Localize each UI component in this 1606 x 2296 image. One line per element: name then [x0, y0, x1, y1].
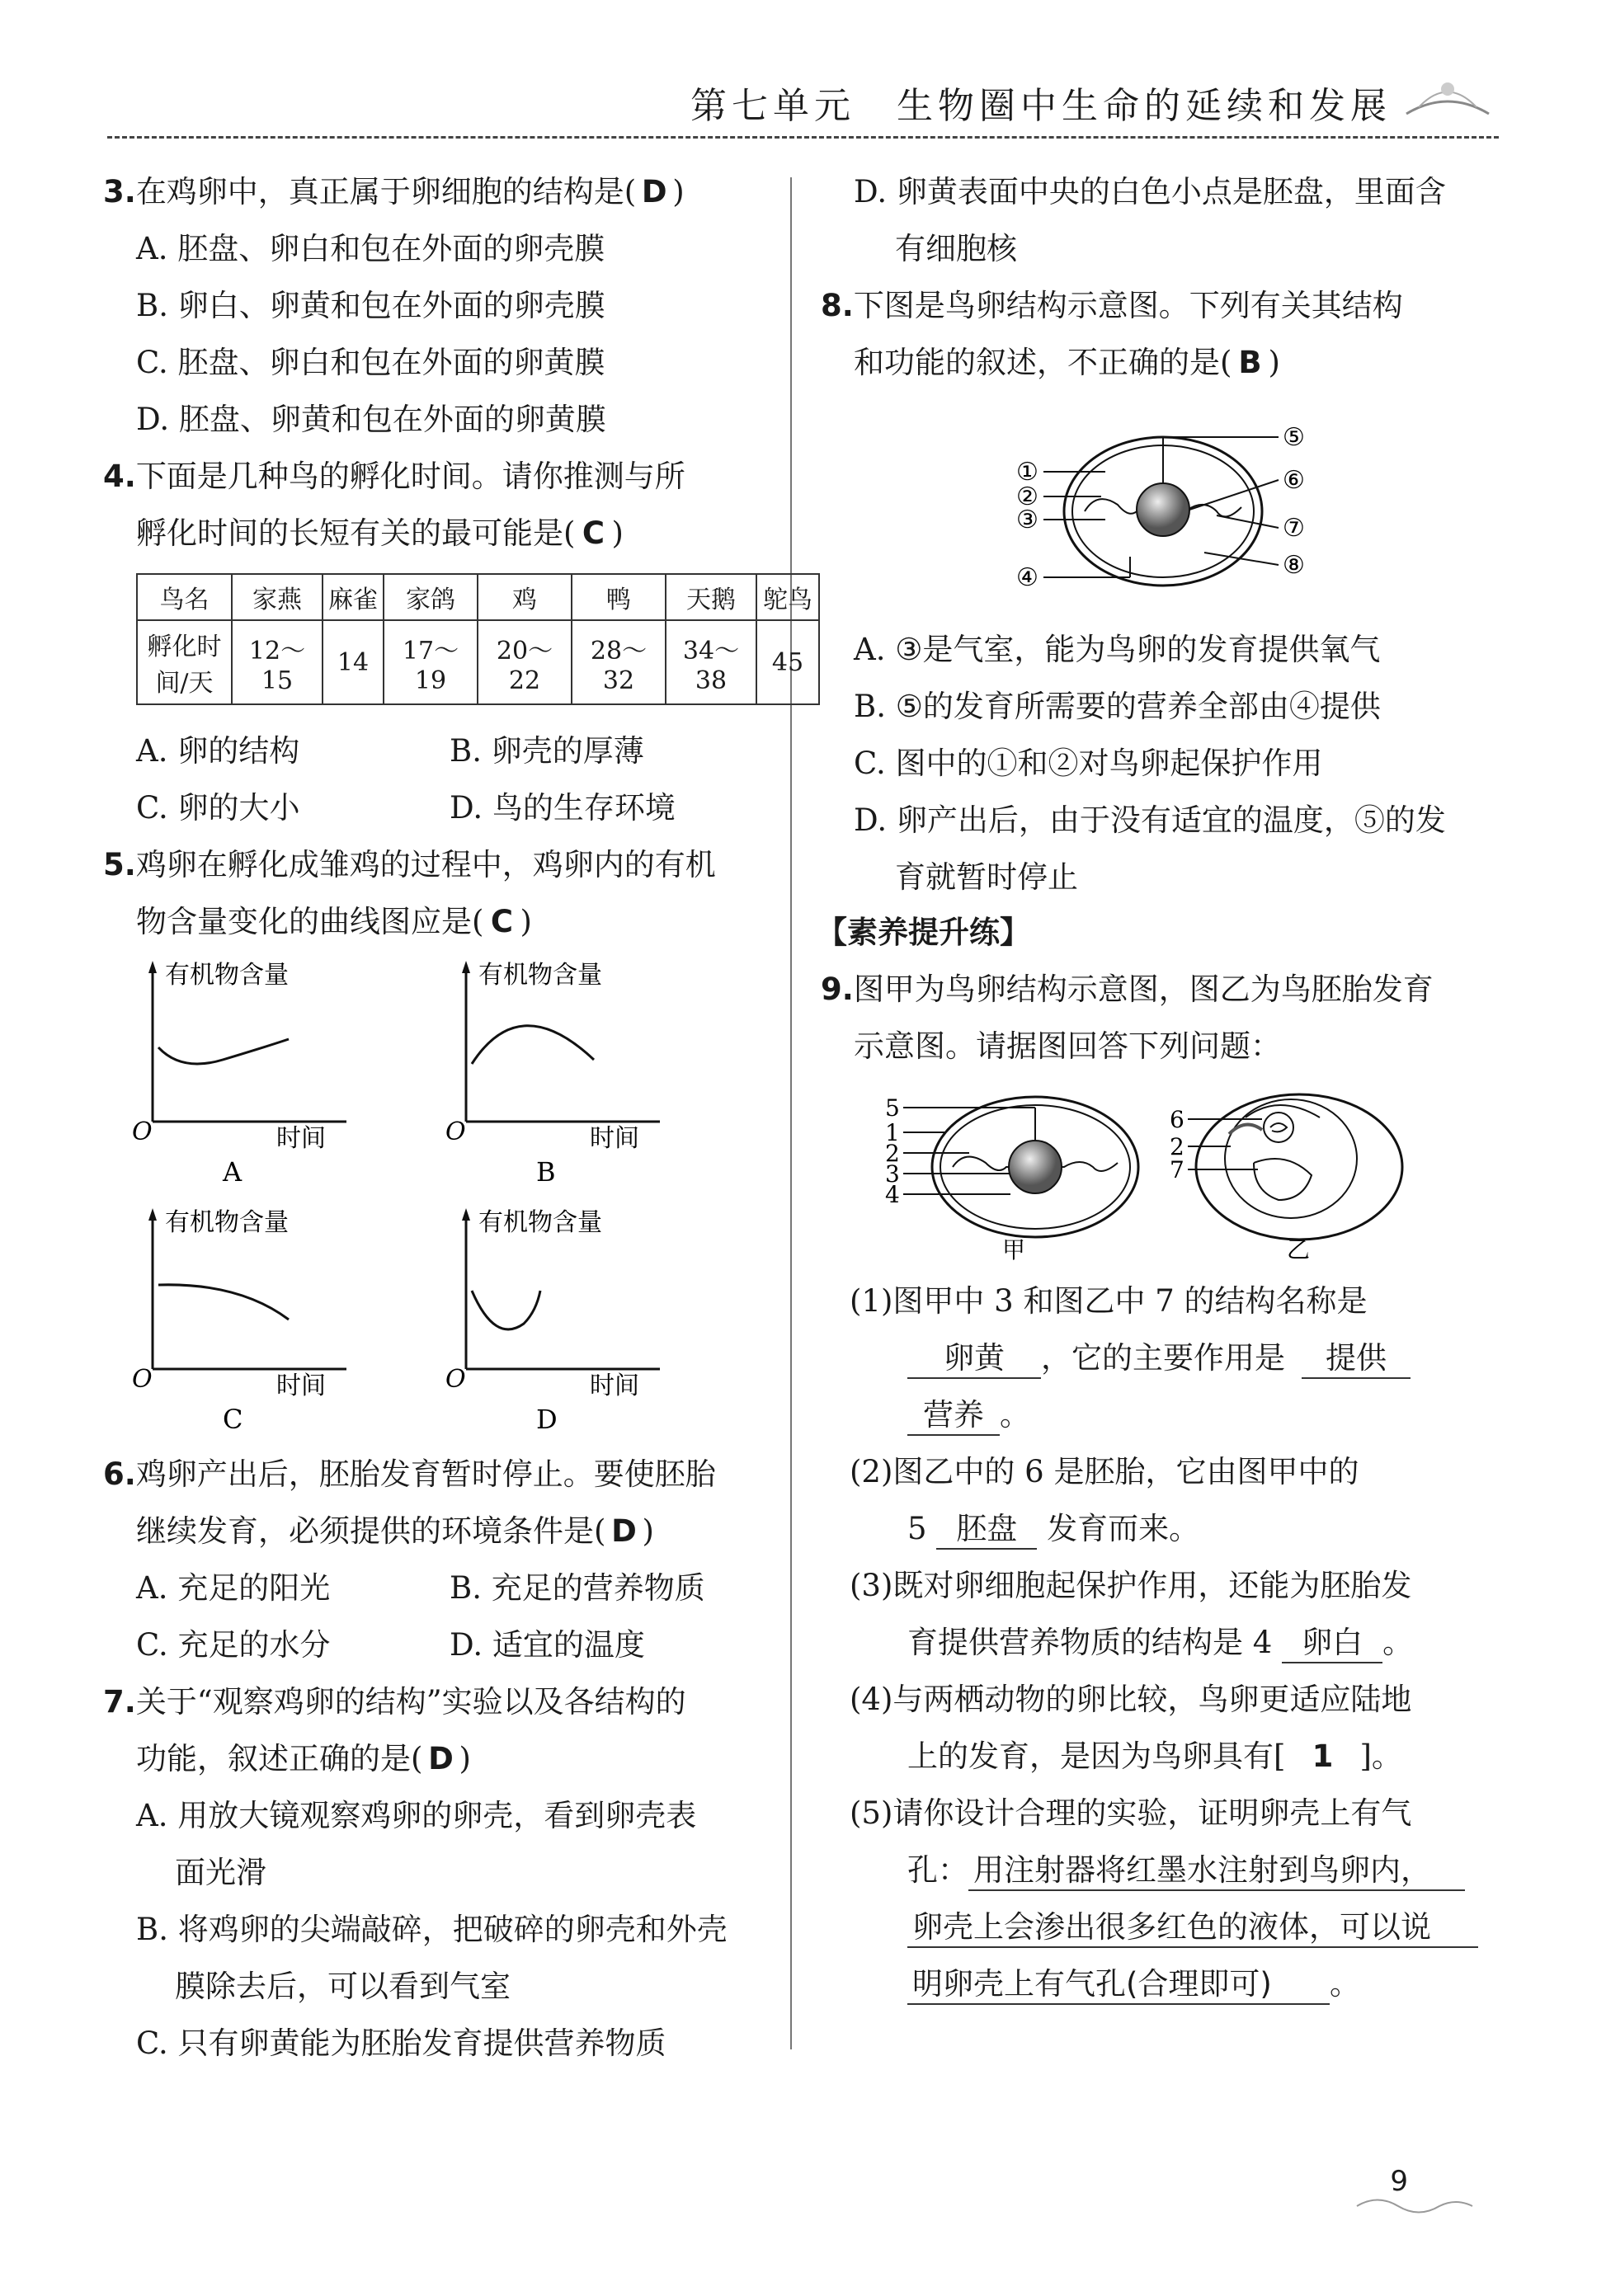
- q9-answer-1b: 提供: [1302, 1339, 1411, 1379]
- q8-option-c: C. 图中的①和②对鸟卵起保护作用: [854, 746, 1323, 781]
- q9-answer-3: 卵白: [1282, 1624, 1382, 1663]
- svg-text:4: 4: [885, 1181, 900, 1208]
- curve-c: [158, 1285, 289, 1320]
- svg-text:C: C: [223, 1404, 243, 1435]
- q3-answer: D: [641, 174, 667, 209]
- q9-stem-2: 示意图。请据图回答下列问题：: [854, 1028, 1281, 1064]
- q8-option-a: A. ③是气室，能为鸟卵的发育提供氧气: [854, 632, 1381, 667]
- table-cell: 20～22: [478, 620, 572, 704]
- svg-text:O: O: [445, 1117, 466, 1146]
- q9-answer-1a: 卵黄: [907, 1339, 1041, 1379]
- q9-part5-line4: 明卵壳上有气孔(合理即可) 。: [907, 1965, 1360, 2005]
- q9-answer-5c: 明卵壳上有气孔(合理即可): [907, 1965, 1330, 2005]
- q6-stem-2: 继续发育，必须提供的环境条件是( D ): [136, 1513, 654, 1549]
- q9-answer-4: 1: [1312, 1738, 1334, 1774]
- svg-text:⑦: ⑦: [1283, 514, 1305, 543]
- q6-option-a: A. 充足的阳光: [136, 1570, 331, 1606]
- svg-text:时间: 时间: [276, 1124, 326, 1153]
- table-cell: 17～19: [384, 620, 478, 704]
- table-cell: 14: [323, 620, 384, 704]
- svg-text:3: 3: [885, 1160, 900, 1188]
- table-cell: 34～38: [666, 620, 756, 704]
- table-header-cell: 家燕: [232, 574, 323, 620]
- graph-d: [437, 1204, 676, 1435]
- svg-text:乙: 乙: [1287, 1236, 1311, 1263]
- svg-text:O: O: [132, 1117, 153, 1146]
- curve-b: [472, 1026, 594, 1064]
- svg-text:有机物含量: 有机物含量: [165, 961, 289, 990]
- q6-stem-1: 6.鸡卵产出后，胚胎发育暂时停止。要使胚胎: [103, 1456, 716, 1492]
- svg-text:⑤: ⑤: [1283, 423, 1305, 452]
- table-cell: 28～32: [572, 620, 666, 704]
- q7-answer: D: [428, 1741, 454, 1776]
- embryo-diagram-yi: [1163, 1084, 1427, 1274]
- svg-text:A: A: [223, 1156, 243, 1188]
- q6-option-b: B. 充足的营养物质: [450, 1570, 705, 1606]
- q6-option-c: C. 充足的水分: [136, 1627, 331, 1663]
- table-header-cell: 鸟名: [137, 574, 232, 620]
- svg-text:⑧: ⑧: [1283, 551, 1305, 580]
- svg-text:有机物含量: 有机物含量: [478, 1208, 602, 1237]
- svg-text:O: O: [132, 1365, 153, 1394]
- q9-part4-line2: 上的发育，是因为鸟卵具有[ 1 ]。: [907, 1738, 1402, 1774]
- svg-text:有机物含量: 有机物含量: [478, 961, 602, 990]
- table-header-cell: 鸡: [478, 574, 572, 620]
- q8-stem-2: 和功能的叙述，不正确的是( B ): [854, 345, 1280, 380]
- graph-b: [437, 957, 676, 1188]
- q4-option-c: C. 卵的大小: [136, 790, 300, 826]
- table-header-cell: 麻雀: [323, 574, 384, 620]
- header-divider: [107, 136, 1499, 139]
- q3-stem: 3.在鸡卵中，真正属于卵细胞的结构是( D ): [103, 174, 685, 209]
- q9-answer-1c: 营养: [907, 1396, 1000, 1436]
- q7-option-c: C. 只有卵黄能为胚胎发育提供营养物质: [136, 2025, 666, 2061]
- q7-option-a-1: A. 用放大镜观察鸡卵的卵壳，看到卵壳表: [136, 1798, 697, 1833]
- table-header-cell: 家鸽: [384, 574, 478, 620]
- svg-text:③: ③: [1016, 506, 1038, 534]
- graph-a: [124, 957, 363, 1188]
- q9-part2-line1: (2)图乙中的 6 是胚胎，它由图甲中的: [850, 1454, 1359, 1489]
- q7-stem-2: 功能，叙述正确的是( D ): [136, 1741, 471, 1776]
- q9-stem-1: 9.图甲为鸟卵结构示意图，图乙为鸟胚胎发育: [821, 972, 1434, 1007]
- q9-part5-line1: (5)请你设计合理的实验，证明卵壳上有气: [850, 1795, 1412, 1831]
- q9-answer-2: 胚盘: [936, 1510, 1037, 1550]
- q7-option-d-1: D. 卵黄表面中央的白色小点是胚盘，里面含: [854, 174, 1446, 209]
- svg-text:1: 1: [885, 1119, 900, 1146]
- q3-option-c: C. 胚盘、卵白和包在外面的卵黄膜: [136, 345, 605, 380]
- hatching-time-table: [136, 573, 820, 705]
- svg-text:2: 2: [1170, 1133, 1184, 1160]
- footer-ornament-icon: [1353, 2194, 1476, 2218]
- table-cell: 12～15: [232, 620, 323, 704]
- q7-option-b-1: B. 将鸡卵的尖端敲碎，把破碎的卵壳和外壳: [136, 1912, 728, 1947]
- q4-stem-2: 孵化时间的长短有关的最可能是( C ): [136, 515, 624, 551]
- q7-stem-1: 7.关于“观察鸡卵的结构”实验以及各结构的: [103, 1684, 686, 1720]
- table-header-cell: 鸵鸟: [756, 574, 819, 620]
- q8-stem-1: 8.下图是鸟卵结构示意图。下列有关其结构: [821, 288, 1403, 323]
- q8-answer: B: [1238, 345, 1262, 380]
- column-divider: [790, 177, 792, 2049]
- q9-part5-line3: [907, 1908, 1478, 1948]
- q3-option-b: B. 卵白、卵黄和包在外面的卵壳膜: [136, 288, 605, 323]
- q4-option-d: D. 鸟的生存环境: [450, 790, 676, 826]
- page-number: 9: [1390, 2165, 1408, 2198]
- q3-option-d: D. 胚盘、卵黄和包在外面的卵黄膜: [136, 402, 606, 437]
- table-header-cell: 鸭: [572, 574, 666, 620]
- svg-text:甲: 甲: [1002, 1236, 1026, 1263]
- q4-answer: C: [582, 515, 605, 551]
- egg-diagram-jia: [878, 1084, 1151, 1274]
- q8-option-d-2: 育就暂时停止: [895, 859, 1078, 895]
- q9-part1-line2: 卵黄 ，它的主要作用是 提供: [907, 1339, 1411, 1379]
- q9-part1-line3: 营养 。: [907, 1396, 1030, 1436]
- q9-part3-line2: 育提供营养物质的结构是 4 卵白 。: [907, 1624, 1413, 1663]
- curve-d: [472, 1291, 540, 1329]
- svg-text:2: 2: [885, 1140, 900, 1167]
- q9-answer-5b: 卵壳上会渗出很多红色的液体，可以说: [907, 1908, 1478, 1948]
- q8-option-b: B. ⑤的发育所需要的营养全部由④提供: [854, 689, 1381, 724]
- svg-text:⑥: ⑥: [1283, 466, 1305, 495]
- table-row-label: 孵化时 间/天: [137, 620, 232, 704]
- svg-text:时间: 时间: [590, 1371, 639, 1400]
- svg-text:④: ④: [1016, 563, 1038, 592]
- svg-text:有机物含量: 有机物含量: [165, 1208, 289, 1237]
- q9-part1-line1: (1)图甲中 3 和图乙中 7 的结构名称是: [850, 1283, 1368, 1319]
- q4-stem-1: 4.下面是几种鸟的孵化时间。请你推测与所: [103, 459, 685, 494]
- header-ornament-icon: [1398, 73, 1497, 122]
- q9-part3-line1: (3)既对卵细胞起保护作用，还能为胚胎发: [850, 1568, 1412, 1603]
- section-title: 【素养提升练】: [817, 915, 1030, 950]
- q5-stem-2: 物含量变化的曲线图应是( C ): [136, 904, 532, 939]
- table-cell: 45: [756, 620, 819, 704]
- egg-structure-diagram: [1006, 412, 1336, 610]
- svg-text:②: ②: [1016, 482, 1038, 511]
- q4-option-a: A. 卵的结构: [136, 733, 300, 769]
- svg-text:B: B: [536, 1156, 556, 1188]
- svg-text:O: O: [445, 1365, 466, 1394]
- q5-stem-1: 5.鸡卵在孵化成雏鸡的过程中，鸡卵内的有机: [103, 847, 716, 882]
- q7-option-a-2: 面光滑: [175, 1855, 266, 1890]
- q9-answer-5a: 用注射器将红墨水注射到鸟卵内，: [968, 1851, 1465, 1891]
- graph-c: [124, 1204, 363, 1435]
- page-header-title: 第七单元 生物圈中生命的延续和发展: [690, 85, 1392, 127]
- svg-text:时间: 时间: [590, 1124, 639, 1153]
- svg-text:①: ①: [1016, 458, 1038, 487]
- table-header-cell: 天鹅: [666, 574, 756, 620]
- q6-answer: D: [611, 1513, 637, 1549]
- q3-option-a: A. 胚盘、卵白和包在外面的卵壳膜: [136, 231, 605, 266]
- q8-option-d-1: D. 卵产出后，由于没有适宜的温度，⑤的发: [854, 802, 1446, 838]
- svg-text:6: 6: [1170, 1106, 1184, 1133]
- svg-text:D: D: [536, 1404, 558, 1435]
- q6-option-d: D. 适宜的温度: [450, 1627, 645, 1663]
- q9-part5-line2: 孔： 用注射器将红墨水注射到鸟卵内，: [907, 1851, 1465, 1891]
- q4-option-b: B. 卵壳的厚薄: [450, 733, 644, 769]
- q9-part4-line1: (4)与两栖动物的卵比较，鸟卵更适应陆地: [850, 1682, 1412, 1717]
- q5-answer: C: [490, 904, 514, 939]
- q7-option-d-2: 有细胞核: [895, 231, 1017, 266]
- q9-part2-line2: 5 胚盘 发育而来。: [907, 1510, 1199, 1550]
- svg-text:7: 7: [1170, 1156, 1184, 1183]
- svg-text:时间: 时间: [276, 1371, 326, 1400]
- svg-text:5: 5: [885, 1094, 900, 1122]
- q7-option-b-2: 膜除去后，可以看到气室: [175, 1969, 511, 2004]
- curve-a: [158, 1039, 289, 1064]
